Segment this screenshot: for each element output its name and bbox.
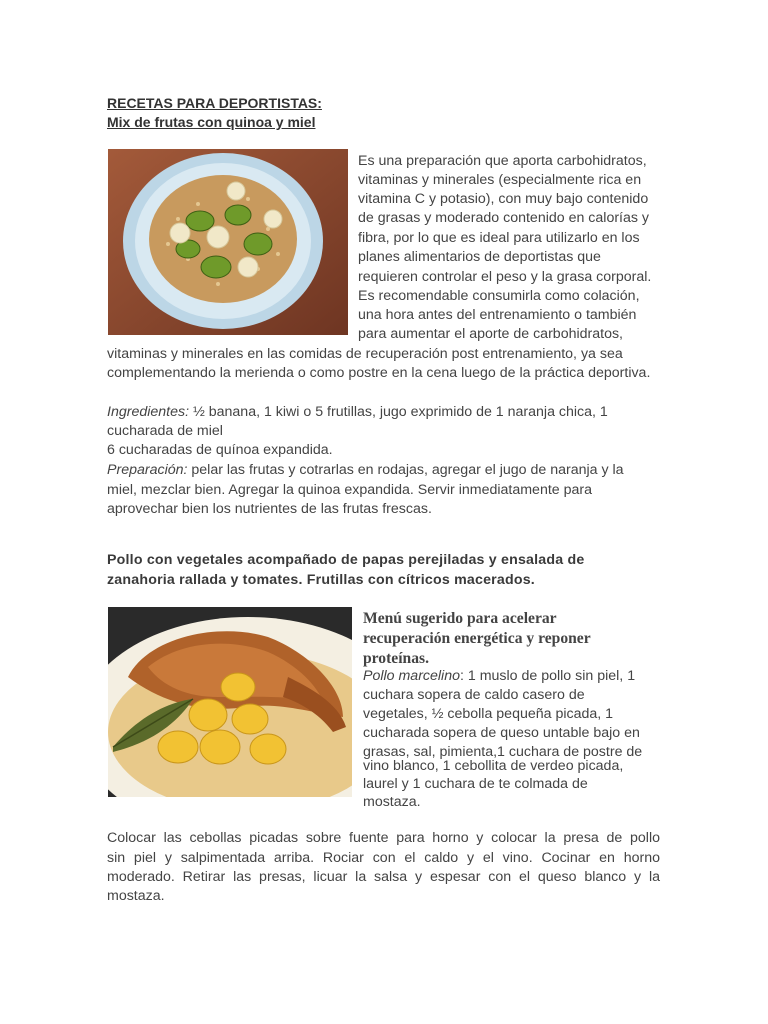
preparation-label: Preparación:: [107, 462, 188, 478]
dish-line: [363, 667, 635, 686]
description-line: Es recomendable consumirla como colación,: [358, 288, 640, 304]
dish-label: Pollo marcelino: [363, 668, 460, 684]
description-line: vitaminas y minerales en las comidas de recuperación post entrenamiento, ya sea: [107, 346, 623, 362]
ingredients-line: [107, 403, 608, 422]
dish-text: : 1 muslo de pollo sin piel, 1: [460, 668, 636, 684]
recipe-title: Mix de frutas con quinoa y miel: [107, 114, 316, 130]
description-line: de grasas y moderado contenido en calorías y: [358, 210, 650, 226]
section-heading: RECETAS PARA DEPORTISTAS:: [107, 95, 322, 111]
description-line: vitaminas y minerales (especialmente rica en: [358, 172, 642, 188]
ingredients-label: Ingredientes:: [107, 404, 190, 420]
preparation-line: miel, mezclar bien. Agregar la quinoa expandida. Servir inmediatamente para: [107, 482, 593, 498]
dish-line: cucharada sopera de queso untable bajo en: [363, 725, 640, 741]
instructions-line: Colocar las cebollas picadas sobre fuente para horno y colocar la presa de pollo: [107, 830, 660, 846]
menu-line: proteínas.: [363, 650, 429, 667]
chicken-potatoes-photo: [108, 607, 352, 797]
dish-line: grasas, sal, pimienta,1 cuchara de postre de: [363, 744, 643, 760]
dish-line: laurel y 1 cuchara de te colmada de: [363, 776, 588, 792]
quinoa-fruit-bowl-photo: [108, 149, 348, 335]
instructions-line: sin piel y salpimentada arriba. Rociar con el caldo y el vino. Cocinar en horno: [107, 850, 660, 866]
instructions-line: mostaza.: [107, 888, 165, 904]
ingredients-line: cucharada de miel: [107, 423, 223, 439]
ingredients-text: ½ banana, 1 kiwi o 5 frutillas, jugo exprimido de 1 naranja chica, 1: [189, 404, 608, 420]
preparation-line: [107, 461, 624, 480]
description-line: planes alimentarios de deportistas que: [358, 249, 601, 265]
dish-line: cuchara sopera de caldo casero de: [363, 687, 585, 703]
ingredients-line: 6 cucharadas de quínoa expandida.: [107, 442, 333, 458]
document-page: [107, 0, 662, 1024]
description-line: una hora antes del entrenamiento o también: [358, 307, 637, 323]
preparation-line: aprovechar bien los nutrientes de las frutas frescas.: [107, 501, 432, 517]
instructions-line: moderado. Retirar las presas, licuar la salsa y espesar con el queso blanco y la: [107, 869, 660, 885]
description-line: vitamina C y potasio), con muy bajo contenido: [358, 191, 649, 207]
description-line: complementando la merienda o como postre en la cena luego de la práctica deportiva.: [107, 365, 651, 381]
recipe2-title-line: Pollo con vegetales acompañado de papas perejiladas y ensalada de: [107, 552, 585, 568]
recipe2-title-line: zanahoria rallada y tomates. Frutillas con cítricos macerados.: [107, 572, 535, 588]
dish-line: mostaza.: [363, 794, 421, 810]
description-line: requieren controlar el peso y la grasa corporal.: [358, 269, 652, 285]
description-line: para aumentar el aporte de carbohidratos,: [358, 326, 623, 342]
description-line: fibra, por lo que es ideal para utilizarlo en los: [358, 230, 640, 246]
preparation-text: pelar las frutas y cotrarlas en rodajas, agregar el jugo de naranja y la: [187, 462, 624, 478]
description-line: Es una preparación que aporta carbohidratos,: [358, 153, 647, 169]
menu-line: recuperación energética y reponer: [363, 630, 591, 647]
dish-line: vegetales, ½ cebolla pequeña picada, 1: [363, 706, 614, 722]
menu-line: Menú sugerido para acelerar: [363, 610, 557, 627]
dish-line: vino blanco, 1 cebollita de verdeo picada,: [363, 758, 624, 774]
